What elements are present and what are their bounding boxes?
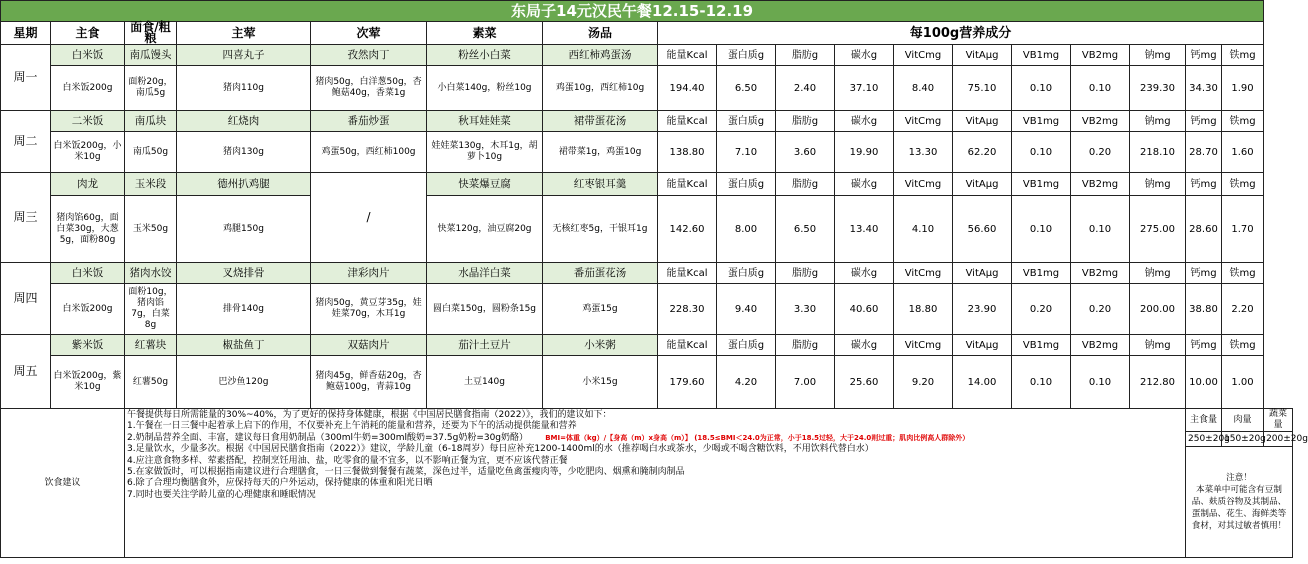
nutrient-value: 0.10 xyxy=(1071,66,1130,111)
header-veg: 素菜 xyxy=(427,22,543,45)
nutrient-label: 铁mg xyxy=(1222,111,1264,132)
main-dish-detail: 猪肉130g xyxy=(177,132,311,173)
nutrient-label: VB1mg xyxy=(1012,111,1071,132)
portion-header-veg: 蔬菜量 xyxy=(1264,409,1293,432)
staple-name: 二米饭 xyxy=(51,111,125,132)
nutrient-value: 0.20 xyxy=(1071,284,1130,335)
nutrient-value: 23.90 xyxy=(953,284,1012,335)
nutrient-label: 蛋白质g xyxy=(717,263,776,284)
nutrient-value: 275.00 xyxy=(1130,196,1186,263)
nutrient-value: 0.10 xyxy=(1012,66,1071,111)
nutrient-value: 0.10 xyxy=(1012,132,1071,173)
nutrient-value: 239.30 xyxy=(1130,66,1186,111)
nutrient-label: 能量Kcal xyxy=(658,111,717,132)
bmi-note: BMI=体重（kg）/【身高（m）x身高（m）】 (18.5≤BMI＜24.0为正常，小于18.5过轻，大于24.0则过重；肌肉比例高人群除外） xyxy=(545,433,970,442)
nutrient-value: 179.60 xyxy=(658,356,717,409)
nutrient-label: 碳水g xyxy=(835,111,894,132)
side-dish-name: 津彩肉片 xyxy=(311,263,427,284)
advice-line-4: 4.应注意食物多样、荤素搭配，控制烹饪用油、盐，吃零食的量不宜多，以不影响正餐为宜，更不应该代替正餐 xyxy=(127,455,568,466)
nutrient-value: 7.00 xyxy=(776,356,835,409)
soup-detail: 鸡蛋15g xyxy=(543,284,658,335)
main-dish-detail: 猪肉110g xyxy=(177,66,311,111)
day-label: 周五 xyxy=(1,335,51,409)
side-dish-name: 双菇肉片 xyxy=(311,335,427,356)
side-dish-name: 番茄炒蛋 xyxy=(311,111,427,132)
header-soup: 汤品 xyxy=(543,22,658,45)
nutrient-value: 13.30 xyxy=(894,132,953,173)
main-dish-name: 叉烧排骨 xyxy=(177,263,311,284)
side-dish-detail: 猪肉50g，白洋葱50g，杏鲍菇40g，香菜1g xyxy=(311,66,427,111)
nutrient-label: VitAμg xyxy=(953,335,1012,356)
nutrient-value: 6.50 xyxy=(776,196,835,263)
main-dish-name: 四喜丸子 xyxy=(177,45,311,66)
staple-detail: 白米饭200g xyxy=(51,284,125,335)
nutrient-label: 碳水g xyxy=(835,173,894,196)
nutrient-value: 28.70 xyxy=(1186,132,1222,173)
nutrient-value: 56.60 xyxy=(953,196,1012,263)
main-dish-detail: 排骨140g xyxy=(177,284,311,335)
nutrient-label: 蛋白质g xyxy=(717,335,776,356)
nutrient-label: VB2mg xyxy=(1071,45,1130,66)
nutrient-value: 3.30 xyxy=(776,284,835,335)
day-detail-row xyxy=(1,66,1293,111)
nutrient-value: 1.00 xyxy=(1222,356,1264,409)
veg-name: 秋耳娃娃菜 xyxy=(427,111,543,132)
day-label: 周一 xyxy=(1,45,51,111)
portion-value-staple: 250±20g xyxy=(1186,432,1222,447)
soup-detail: 无核红枣5g，干银耳1g xyxy=(543,196,658,263)
nutrient-label: 铁mg xyxy=(1222,263,1264,284)
day-name-row xyxy=(1,263,1293,284)
nutrient-label: VB2mg xyxy=(1071,111,1130,132)
advice-line-7: 7.同时也要关注学龄儿童的心理健康和睡眠情况 xyxy=(127,489,316,500)
portion-value-veg: 200±20g xyxy=(1264,432,1293,447)
nutrient-value: 19.90 xyxy=(835,132,894,173)
veg-detail: 土豆140g xyxy=(427,356,543,409)
nutrient-value: 212.80 xyxy=(1130,356,1186,409)
side-dish-empty: / xyxy=(311,173,427,263)
nutrient-label: 钙mg xyxy=(1186,263,1222,284)
nutrient-value: 7.10 xyxy=(717,132,776,173)
nutrient-value: 10.00 xyxy=(1186,356,1222,409)
nutrient-value: 218.10 xyxy=(1130,132,1186,173)
day-label: 周三 xyxy=(1,173,51,263)
portion-header-meat: 肉量 xyxy=(1222,409,1264,432)
soup-name: 裙带蛋花汤 xyxy=(543,111,658,132)
nutrient-label: 钙mg xyxy=(1186,173,1222,196)
day-detail-row xyxy=(1,356,1293,409)
nutrient-value: 28.60 xyxy=(1186,196,1222,263)
nutrient-value: 1.60 xyxy=(1222,132,1264,173)
nutrient-label: 铁mg xyxy=(1222,173,1264,196)
pastry-name: 南瓜块 xyxy=(125,111,177,132)
nutrient-value: 0.10 xyxy=(1012,196,1071,263)
nutrient-value: 37.10 xyxy=(835,66,894,111)
menu-title: 东局子14元汉民午餐12.15-12.19 xyxy=(1,1,1264,22)
nutrient-value: 6.50 xyxy=(717,66,776,111)
advice-intro: 午餐提供每日所需能量的30%~40%，为了更好的保持身体健康，根据《中国居民膳食指南（2022）》，我们的建议如下： xyxy=(127,410,612,420)
nutrient-label: 碳水g xyxy=(835,335,894,356)
nutrient-label: 脂肪g xyxy=(776,111,835,132)
header-main-dish: 主荤 xyxy=(177,22,311,45)
side-dish-name: 孜然肉丁 xyxy=(311,45,427,66)
soup-detail: 小米15g xyxy=(543,356,658,409)
advice-line-6: 6.除了合理均衡膳食外，应保持每天的户外运动，保持健康的体重和阳光日晒 xyxy=(127,478,433,489)
nutrient-label: 铁mg xyxy=(1222,335,1264,356)
pastry-detail: 红薯50g xyxy=(125,356,177,409)
nutrient-value: 1.70 xyxy=(1222,196,1264,263)
header-day: 星期 xyxy=(1,22,51,45)
veg-name: 快菜爆豆腐 xyxy=(427,173,543,196)
veg-detail: 快菜120g，油豆腐20g xyxy=(427,196,543,263)
pastry-detail: 玉米50g xyxy=(125,196,177,263)
header-staple: 主食 xyxy=(51,22,125,45)
staple-detail: 白米饭200g，紫米10g xyxy=(51,356,125,409)
nutrient-value: 138.80 xyxy=(658,132,717,173)
veg-name: 粉丝小白菜 xyxy=(427,45,543,66)
nutrient-label: 能量Kcal xyxy=(658,45,717,66)
nutrient-value: 9.20 xyxy=(894,356,953,409)
nutrient-value: 40.60 xyxy=(835,284,894,335)
header-row xyxy=(1,22,1293,45)
veg-detail: 小白菜140g，粉丝10g xyxy=(427,66,543,111)
advice-line-3: 3.足量饮水，少量多次。根据《中国居民膳食指南（2022）》建议，学龄儿童（6-18周岁）每日应补充1200-1400ml的水（推荐喝白水或茶水，少喝或不喝含糖饮料，不用饮料代替白水） xyxy=(127,444,874,455)
nutrient-label: VitAμg xyxy=(953,111,1012,132)
nutrient-label: VB2mg xyxy=(1071,173,1130,196)
nutrient-value: 75.10 xyxy=(953,66,1012,111)
soup-detail: 裙带菜1g，鸡蛋10g xyxy=(543,132,658,173)
nutrient-label: VitCmg xyxy=(894,45,953,66)
nutrient-label: 钠mg xyxy=(1130,263,1186,284)
veg-detail: 娃娃菜130g，木耳1g，胡萝卜10g xyxy=(427,132,543,173)
staple-name: 紫米饭 xyxy=(51,335,125,356)
nutrient-label: 脂肪g xyxy=(776,45,835,66)
staple-detail: 白米饭200g xyxy=(51,66,125,111)
nutrient-value: 194.40 xyxy=(658,66,717,111)
advice-label: 饮食建议 xyxy=(1,409,125,558)
nutrient-label: VB1mg xyxy=(1012,263,1071,284)
staple-detail: 白米饭200g，小米10g xyxy=(51,132,125,173)
pastry-detail: 面粉10g，猪肉馅7g，白菜8g xyxy=(125,284,177,335)
allergy-note-title: 注意！ xyxy=(1226,473,1252,483)
day-detail-row xyxy=(1,196,1293,263)
nutrient-label: 钙mg xyxy=(1186,45,1222,66)
nutrient-value: 4.10 xyxy=(894,196,953,263)
nutrient-value: 0.10 xyxy=(1071,196,1130,263)
main-dish-detail: 鸡腿150g xyxy=(177,196,311,263)
nutrient-label: VB1mg xyxy=(1012,335,1071,356)
staple-name: 肉龙 xyxy=(51,173,125,196)
nutrient-value: 0.10 xyxy=(1012,356,1071,409)
nutrient-value: 3.60 xyxy=(776,132,835,173)
nutrient-label: 钙mg xyxy=(1186,335,1222,356)
pastry-detail: 面粉20g，南瓜5g xyxy=(125,66,177,111)
soup-detail: 鸡蛋10g，西红柿10g xyxy=(543,66,658,111)
staple-name: 白米饭 xyxy=(51,45,125,66)
main-dish-detail: 巴沙鱼120g xyxy=(177,356,311,409)
side-dish-detail: 鸡蛋50g，西红柿100g xyxy=(311,132,427,173)
pastry-name: 南瓜馒头 xyxy=(125,45,177,66)
veg-name: 水晶洋白菜 xyxy=(427,263,543,284)
pastry-name: 玉米段 xyxy=(125,173,177,196)
nutrient-label: VitAμg xyxy=(953,263,1012,284)
nutrient-label: VB2mg xyxy=(1071,335,1130,356)
nutrient-value: 13.40 xyxy=(835,196,894,263)
day-name-row xyxy=(1,111,1293,132)
nutrient-value: 1.90 xyxy=(1222,66,1264,111)
nutrient-label: 钠mg xyxy=(1130,45,1186,66)
nutrient-label: VB1mg xyxy=(1012,173,1071,196)
soup-name: 番茄蛋花汤 xyxy=(543,263,658,284)
pastry-detail: 南瓜50g xyxy=(125,132,177,173)
day-name-row xyxy=(1,173,1293,196)
nutrient-label: 碳水g xyxy=(835,45,894,66)
soup-name: 红枣银耳羹 xyxy=(543,173,658,196)
nutrient-label: 钠mg xyxy=(1130,111,1186,132)
advice-line-5: 5.在家做饭时，可以根据指南建议进行合理膳食，一日三餐做到餐餐有蔬菜，深色过半，适量吃鱼禽蛋瘦肉等，少吃肥肉、烟熏和腌制肉制品 xyxy=(127,467,685,478)
side-dish-detail: 猪肉45g，鲜香菇20g，杏鲍菇100g，青蒜10g xyxy=(311,356,427,409)
nutrient-value: 228.30 xyxy=(658,284,717,335)
nutrient-value: 18.80 xyxy=(894,284,953,335)
nutrient-label: 铁mg xyxy=(1222,45,1264,66)
day-name-row xyxy=(1,45,1293,66)
nutrient-value: 25.60 xyxy=(835,356,894,409)
nutrient-label: 能量Kcal xyxy=(658,263,717,284)
nutrient-label: 钙mg xyxy=(1186,111,1222,132)
side-dish-detail: 猪肉50g，黄豆芽35g，娃娃菜70g，木耳1g xyxy=(311,284,427,335)
veg-detail: 圆白菜150g，圆粉条15g xyxy=(427,284,543,335)
main-dish-name: 红烧肉 xyxy=(177,111,311,132)
nutrient-value: 8.40 xyxy=(894,66,953,111)
nutrient-label: VitCmg xyxy=(894,173,953,196)
portion-value-meat: 150±20g xyxy=(1222,432,1264,447)
allergy-note-text: 本菜单中可能含有豆制品、麸质谷物及其制品、蛋制品、花生、海鲜类等食材，对其过敏者慎用！ xyxy=(1191,485,1287,531)
nutrient-value: 8.00 xyxy=(717,196,776,263)
nutrient-label: 蛋白质g xyxy=(717,173,776,196)
pastry-name: 猪肉水饺 xyxy=(125,263,177,284)
staple-name: 白米饭 xyxy=(51,263,125,284)
day-label: 周二 xyxy=(1,111,51,173)
nutrient-value: 62.20 xyxy=(953,132,1012,173)
nutrient-value: 34.30 xyxy=(1186,66,1222,111)
nutrient-label: 蛋白质g xyxy=(717,45,776,66)
nutrient-label: 能量Kcal xyxy=(658,173,717,196)
nutrient-label: VB2mg xyxy=(1071,263,1130,284)
nutrient-label: VitAμg xyxy=(953,45,1012,66)
header-nutrition: 每100g营养成分 xyxy=(658,22,1264,45)
main-dish-name: 德州扒鸡腿 xyxy=(177,173,311,196)
day-detail-row xyxy=(1,284,1293,335)
nutrient-label: VitCmg xyxy=(894,263,953,284)
nutrient-label: 脂肪g xyxy=(776,335,835,356)
nutrient-value: 2.40 xyxy=(776,66,835,111)
nutrient-value: 2.20 xyxy=(1222,284,1264,335)
nutrient-label: 蛋白质g xyxy=(717,111,776,132)
nutrient-label: VitAμg xyxy=(953,173,1012,196)
nutrient-label: VB1mg xyxy=(1012,45,1071,66)
nutrient-value: 38.80 xyxy=(1186,284,1222,335)
day-detail-row xyxy=(1,132,1293,173)
portion-header-staple: 主食量 xyxy=(1186,409,1222,432)
nutrient-label: 碳水g xyxy=(835,263,894,284)
soup-name: 小米粥 xyxy=(543,335,658,356)
veg-name: 茄汁土豆片 xyxy=(427,335,543,356)
nutrient-label: 钠mg xyxy=(1130,173,1186,196)
nutrient-label: VitCmg xyxy=(894,111,953,132)
nutrient-value: 0.20 xyxy=(1071,132,1130,173)
main-dish-name: 椒盐鱼丁 xyxy=(177,335,311,356)
day-name-row xyxy=(1,335,1293,356)
nutrient-label: 能量Kcal xyxy=(658,335,717,356)
nutrient-value: 0.20 xyxy=(1012,284,1071,335)
nutrient-label: 脂肪g xyxy=(776,173,835,196)
allergy-note xyxy=(1186,447,1293,558)
advice-text xyxy=(125,409,1186,558)
nutrient-label: 钠mg xyxy=(1130,335,1186,356)
soup-name: 西红柿鸡蛋汤 xyxy=(543,45,658,66)
nutrient-label: VitCmg xyxy=(894,335,953,356)
staple-detail: 猪肉馅60g，面白菜30g，大葱5g，面粉80g xyxy=(51,196,125,263)
day-label: 周四 xyxy=(1,263,51,335)
pastry-name: 红薯块 xyxy=(125,335,177,356)
nutrient-value: 200.00 xyxy=(1130,284,1186,335)
nutrient-value: 4.20 xyxy=(717,356,776,409)
nutrient-value: 0.10 xyxy=(1071,356,1130,409)
nutrient-label: 脂肪g xyxy=(776,263,835,284)
nutrient-value: 142.60 xyxy=(658,196,717,263)
nutrient-value: 14.00 xyxy=(953,356,1012,409)
advice-line-1: 1.午餐在一日三餐中起着承上启下的作用，不仅要补充上午消耗的能量和营养，还要为下午的活动提供能量和营养 xyxy=(127,421,577,432)
header-pastry: 面食/粗粮 xyxy=(125,22,177,45)
nutrient-value: 9.40 xyxy=(717,284,776,335)
advice-line-2: 2.奶制品营养全面、丰富，建议每日食用奶制品（300ml牛奶=300ml酸奶=37.5g奶粉=30g奶酪） BMI=体重（kg）/【身高（m）x身高（m）】 (18.5≤BMI＜24.0为正常，小于18.5过轻，大于24.0则过重；肌肉比例高人群除外） xyxy=(127,432,970,443)
header-side-dish: 次荤 xyxy=(311,22,427,45)
